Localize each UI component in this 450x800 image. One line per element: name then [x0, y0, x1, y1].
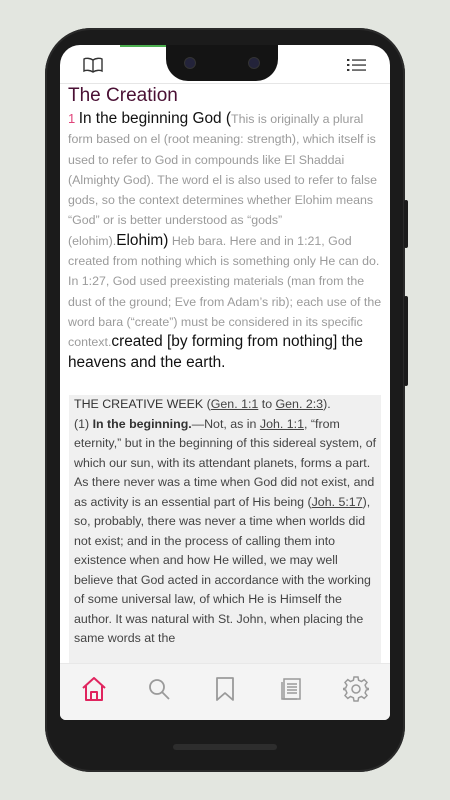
- commentary-heading: THE CREATIVE WEEK: [74, 397, 204, 411]
- power-button: [404, 200, 408, 248]
- gear-icon[interactable]: [341, 674, 371, 704]
- list-icon[interactable]: [344, 53, 370, 77]
- commentary-text: to: [258, 397, 276, 411]
- commentary-panel[interactable]: [69, 395, 381, 663]
- commentary-item-heading: In the beginning.: [92, 416, 192, 431]
- commentary-text: , “from eternity,” but in the beginning of this sidereal system, of which our sun, with its attendant planets, forms a part. As there never was a time when God did not exist, and as activity is an essential part of His being (: [74, 416, 377, 509]
- search-icon[interactable]: [144, 674, 174, 704]
- gesture-bar[interactable]: [173, 744, 277, 750]
- translator-note[interactable]: Heb bara. Here and in 1:21, God created from nothing which is something only He can do. In 1:27, God used preexisting materials (man from the dust of the ground; Eve from Adam’s rib); each use of the word bara (“create”) must be considered in its specific context.: [68, 233, 382, 350]
- app-screen: [60, 45, 390, 720]
- front-camera: [184, 57, 196, 69]
- home-icon[interactable]: [79, 674, 109, 704]
- chapter-title: The Creation: [68, 85, 178, 106]
- bookmark-icon[interactable]: [210, 674, 240, 704]
- book-open-icon[interactable]: [80, 53, 106, 77]
- verse-text[interactable]: [68, 109, 382, 373]
- volume-button: [404, 296, 408, 386]
- cross-reference-link[interactable]: Gen. 2:3: [275, 397, 324, 411]
- notes-icon[interactable]: [276, 674, 306, 704]
- verse-segment: created [by forming from nothing] the heavens and the earth.: [68, 333, 363, 371]
- verse-segment: Elohim): [116, 231, 169, 249]
- commentary-text: (: [203, 397, 211, 411]
- translator-note[interactable]: This is originally a plural form based on el (root meaning: strength), which itself is used to refer to God in compounds like El Shaddai (Almighty God). The word el is also used to refer to false gods, so the context determines whether Elohim means “God” or is better understood as “gods” (elohim).: [68, 112, 377, 248]
- commentary-text: ), so, probably, there was never a time when worlds did not exist; and in the process of calling them into existence when and how He willed, we may well believe that God acted in accordance with the working of some universal law, of which He is Himself the author. It was natural with St. John, when placing the same words at the: [74, 494, 371, 645]
- reader-content[interactable]: [60, 83, 390, 663]
- front-sensor: [248, 57, 260, 69]
- verse-segment: In the beginning God (: [78, 110, 231, 127]
- cross-reference-link[interactable]: Joh. 1:1: [259, 416, 304, 431]
- cross-reference-link[interactable]: Gen. 1:1: [210, 397, 259, 411]
- bottom-navigation: [60, 663, 390, 720]
- camera-notch: [166, 45, 278, 81]
- commentary-text: —Not, as in: [191, 416, 260, 431]
- cross-reference-link[interactable]: Joh. 5:17: [311, 494, 363, 509]
- commentary-item-number: (1): [74, 416, 93, 431]
- commentary-text: ).: [323, 397, 331, 411]
- verse-number: 1: [68, 111, 76, 126]
